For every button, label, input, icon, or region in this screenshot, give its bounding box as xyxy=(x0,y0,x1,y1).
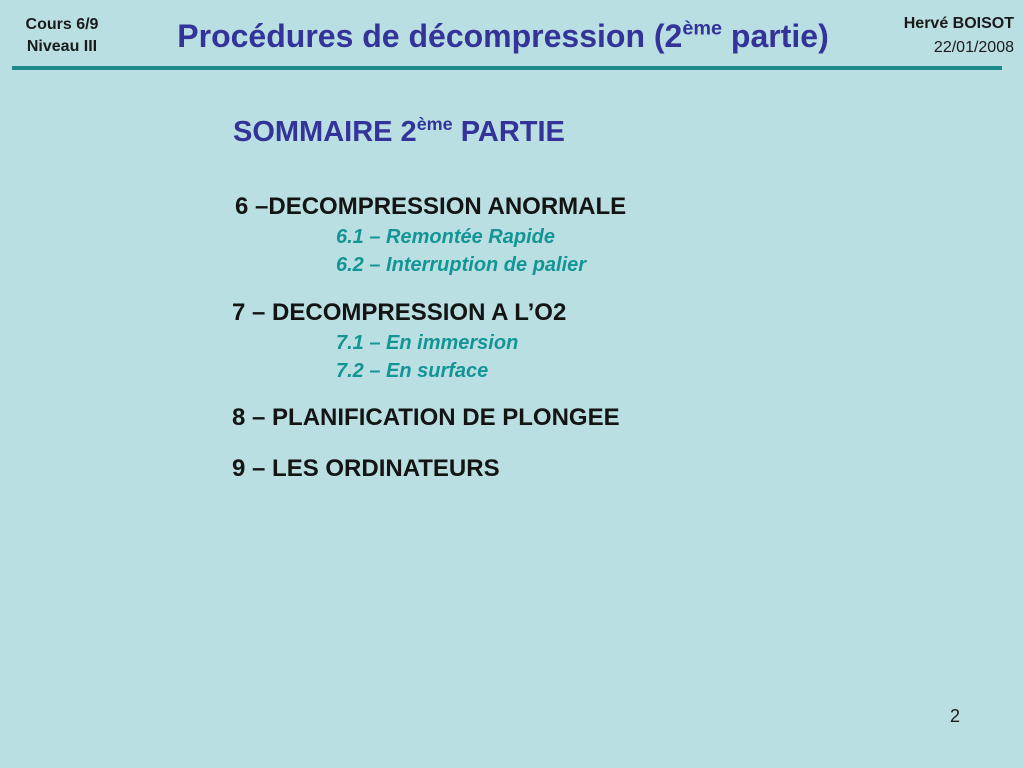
toc-subitem-7-2: 7.2 – En surface xyxy=(336,360,489,382)
slide-title-main: Procédures de décompression (2 xyxy=(177,18,683,54)
course-number: Cours 6/9 xyxy=(25,16,99,33)
author-name: Hervé BOISOT xyxy=(903,15,1014,32)
toc-item-6: 6 –DECOMPRESSION ANORMALE xyxy=(235,193,627,220)
slide-title-end: partie) xyxy=(722,18,829,54)
slide-date: 22/01/2008 xyxy=(933,39,1014,56)
course-level: Niveau III xyxy=(26,38,98,55)
section-title-end: PARTIE xyxy=(452,116,565,148)
section-title-superscript: ème xyxy=(416,113,453,134)
slide-title-superscript: ème xyxy=(682,17,723,40)
page-number: 2 xyxy=(950,706,961,726)
toc-item-7: 7 – DECOMPRESSION A L’O2 xyxy=(232,299,567,326)
toc-item-8: 8 – PLANIFICATION DE PLONGEE xyxy=(232,404,620,431)
toc-subitem-6-1: 6.1 – Remontée Rapide xyxy=(336,226,555,248)
toc-subitem-7-1: 7.1 – En immersion xyxy=(336,332,519,354)
toc-item-9: 9 – LES ORDINATEURS xyxy=(232,455,500,482)
toc-subitem-6-2: 6.2 – Interruption de palier xyxy=(336,254,587,276)
section-title-main: SOMMAIRE 2 xyxy=(233,116,417,148)
